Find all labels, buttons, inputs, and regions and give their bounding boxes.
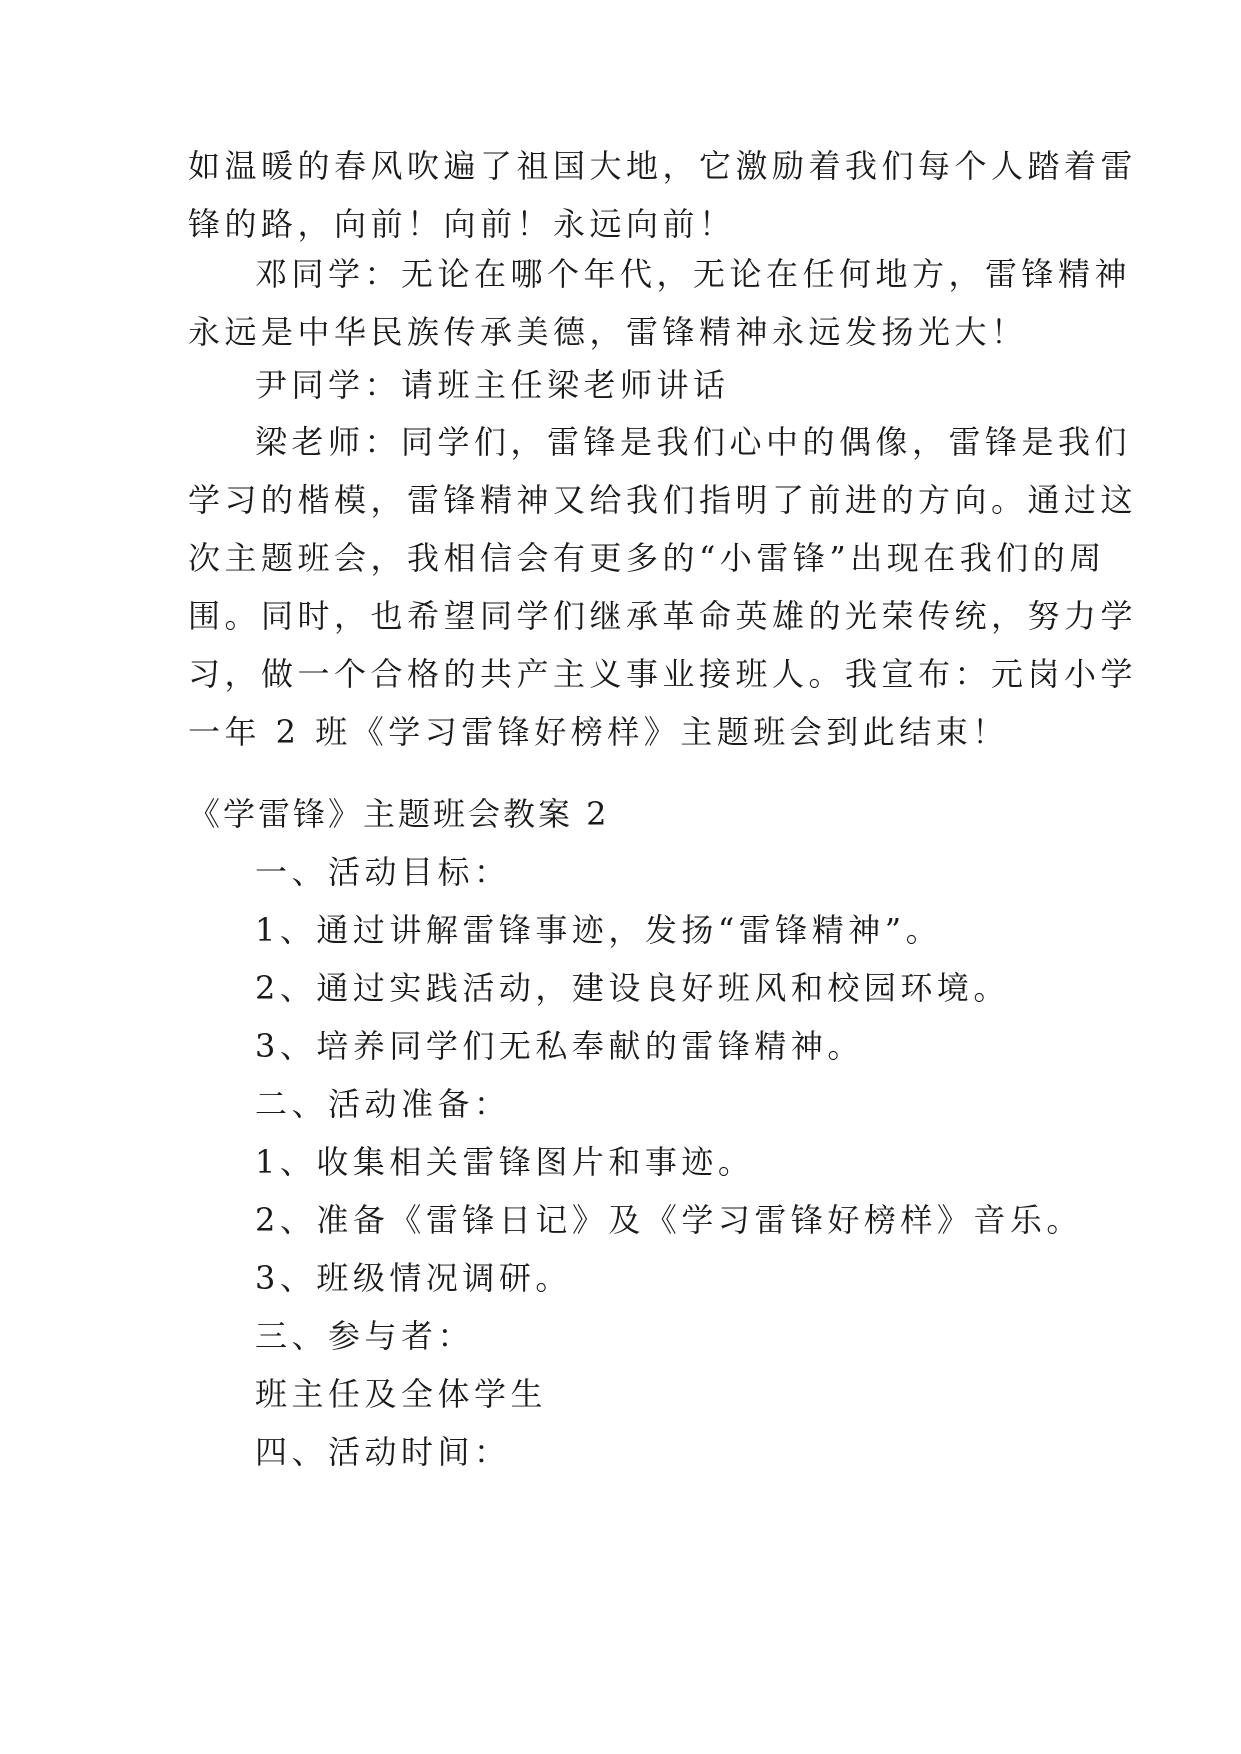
list-item: 3、班级情况调研。 (255, 1259, 572, 1297)
text-line: 一年 2 班《学习雷锋好榜样》主题班会到此结束！ (188, 713, 1009, 751)
list-item: 1、通过讲解雷锋事迹，发扬“雷锋精神”。 (255, 911, 943, 949)
text-line: 学习的楷模，雷锋精神又给我们指明了前进的方向。通过这 (188, 481, 1138, 519)
text-line: 永远是中华民族传承美德，雷锋精神永远发扬光大！ (188, 313, 1028, 351)
paragraph-continuation (188, 137, 1138, 253)
list-item: 2、准备《雷锋日记》及《学习雷锋好榜样》音乐。 (255, 1201, 1083, 1239)
text-line: 围。同时，也希望同学们继承革命英雄的光荣传统，努力学 (188, 597, 1138, 635)
text-line: 梁老师：同学们，雷锋是我们心中的偶像，雷锋是我们 (255, 423, 1132, 461)
paragraph-liang (188, 413, 1138, 761)
text-line: 邓同学：无论在哪个年代，无论在任何地方，雷锋精神 (255, 255, 1132, 293)
list-item: 1、收集相关雷锋图片和事迹。 (255, 1143, 755, 1181)
section-title: 《学雷锋》主题班会教案 2 (188, 795, 610, 833)
text-line: 次主题班会，我相信会有更多的“小雷锋”出现在我们的周 (188, 539, 1106, 577)
text-line: 如温暖的春风吹遍了祖国大地，它激励着我们每个人踏着雷 (188, 147, 1138, 185)
text-line: 尹同学：请班主任梁老师讲话 (255, 366, 730, 404)
text-line: 习，做一个合格的共产主义事业接班人。我宣布：元岗小学 (188, 655, 1138, 693)
list-item: 2、通过实践活动，建设良好班风和校园环境。 (255, 969, 1010, 1007)
paragraph-yin (188, 356, 1048, 414)
list-item: 二、活动准备： (255, 1085, 511, 1123)
list-item: 一、活动目标： (255, 853, 511, 891)
list-item: 3、培养同学们无私奉献的雷锋精神。 (255, 1027, 864, 1065)
list-item: 四、活动时间： (255, 1433, 511, 1471)
paragraph-deng (188, 245, 1132, 361)
text-line: 锋的路，向前！向前！永远向前！ (188, 205, 736, 243)
list-item: 三、参与者： (255, 1317, 475, 1355)
section-2 (188, 785, 1083, 1481)
list-item: 班主任及全体学生 (255, 1375, 548, 1413)
